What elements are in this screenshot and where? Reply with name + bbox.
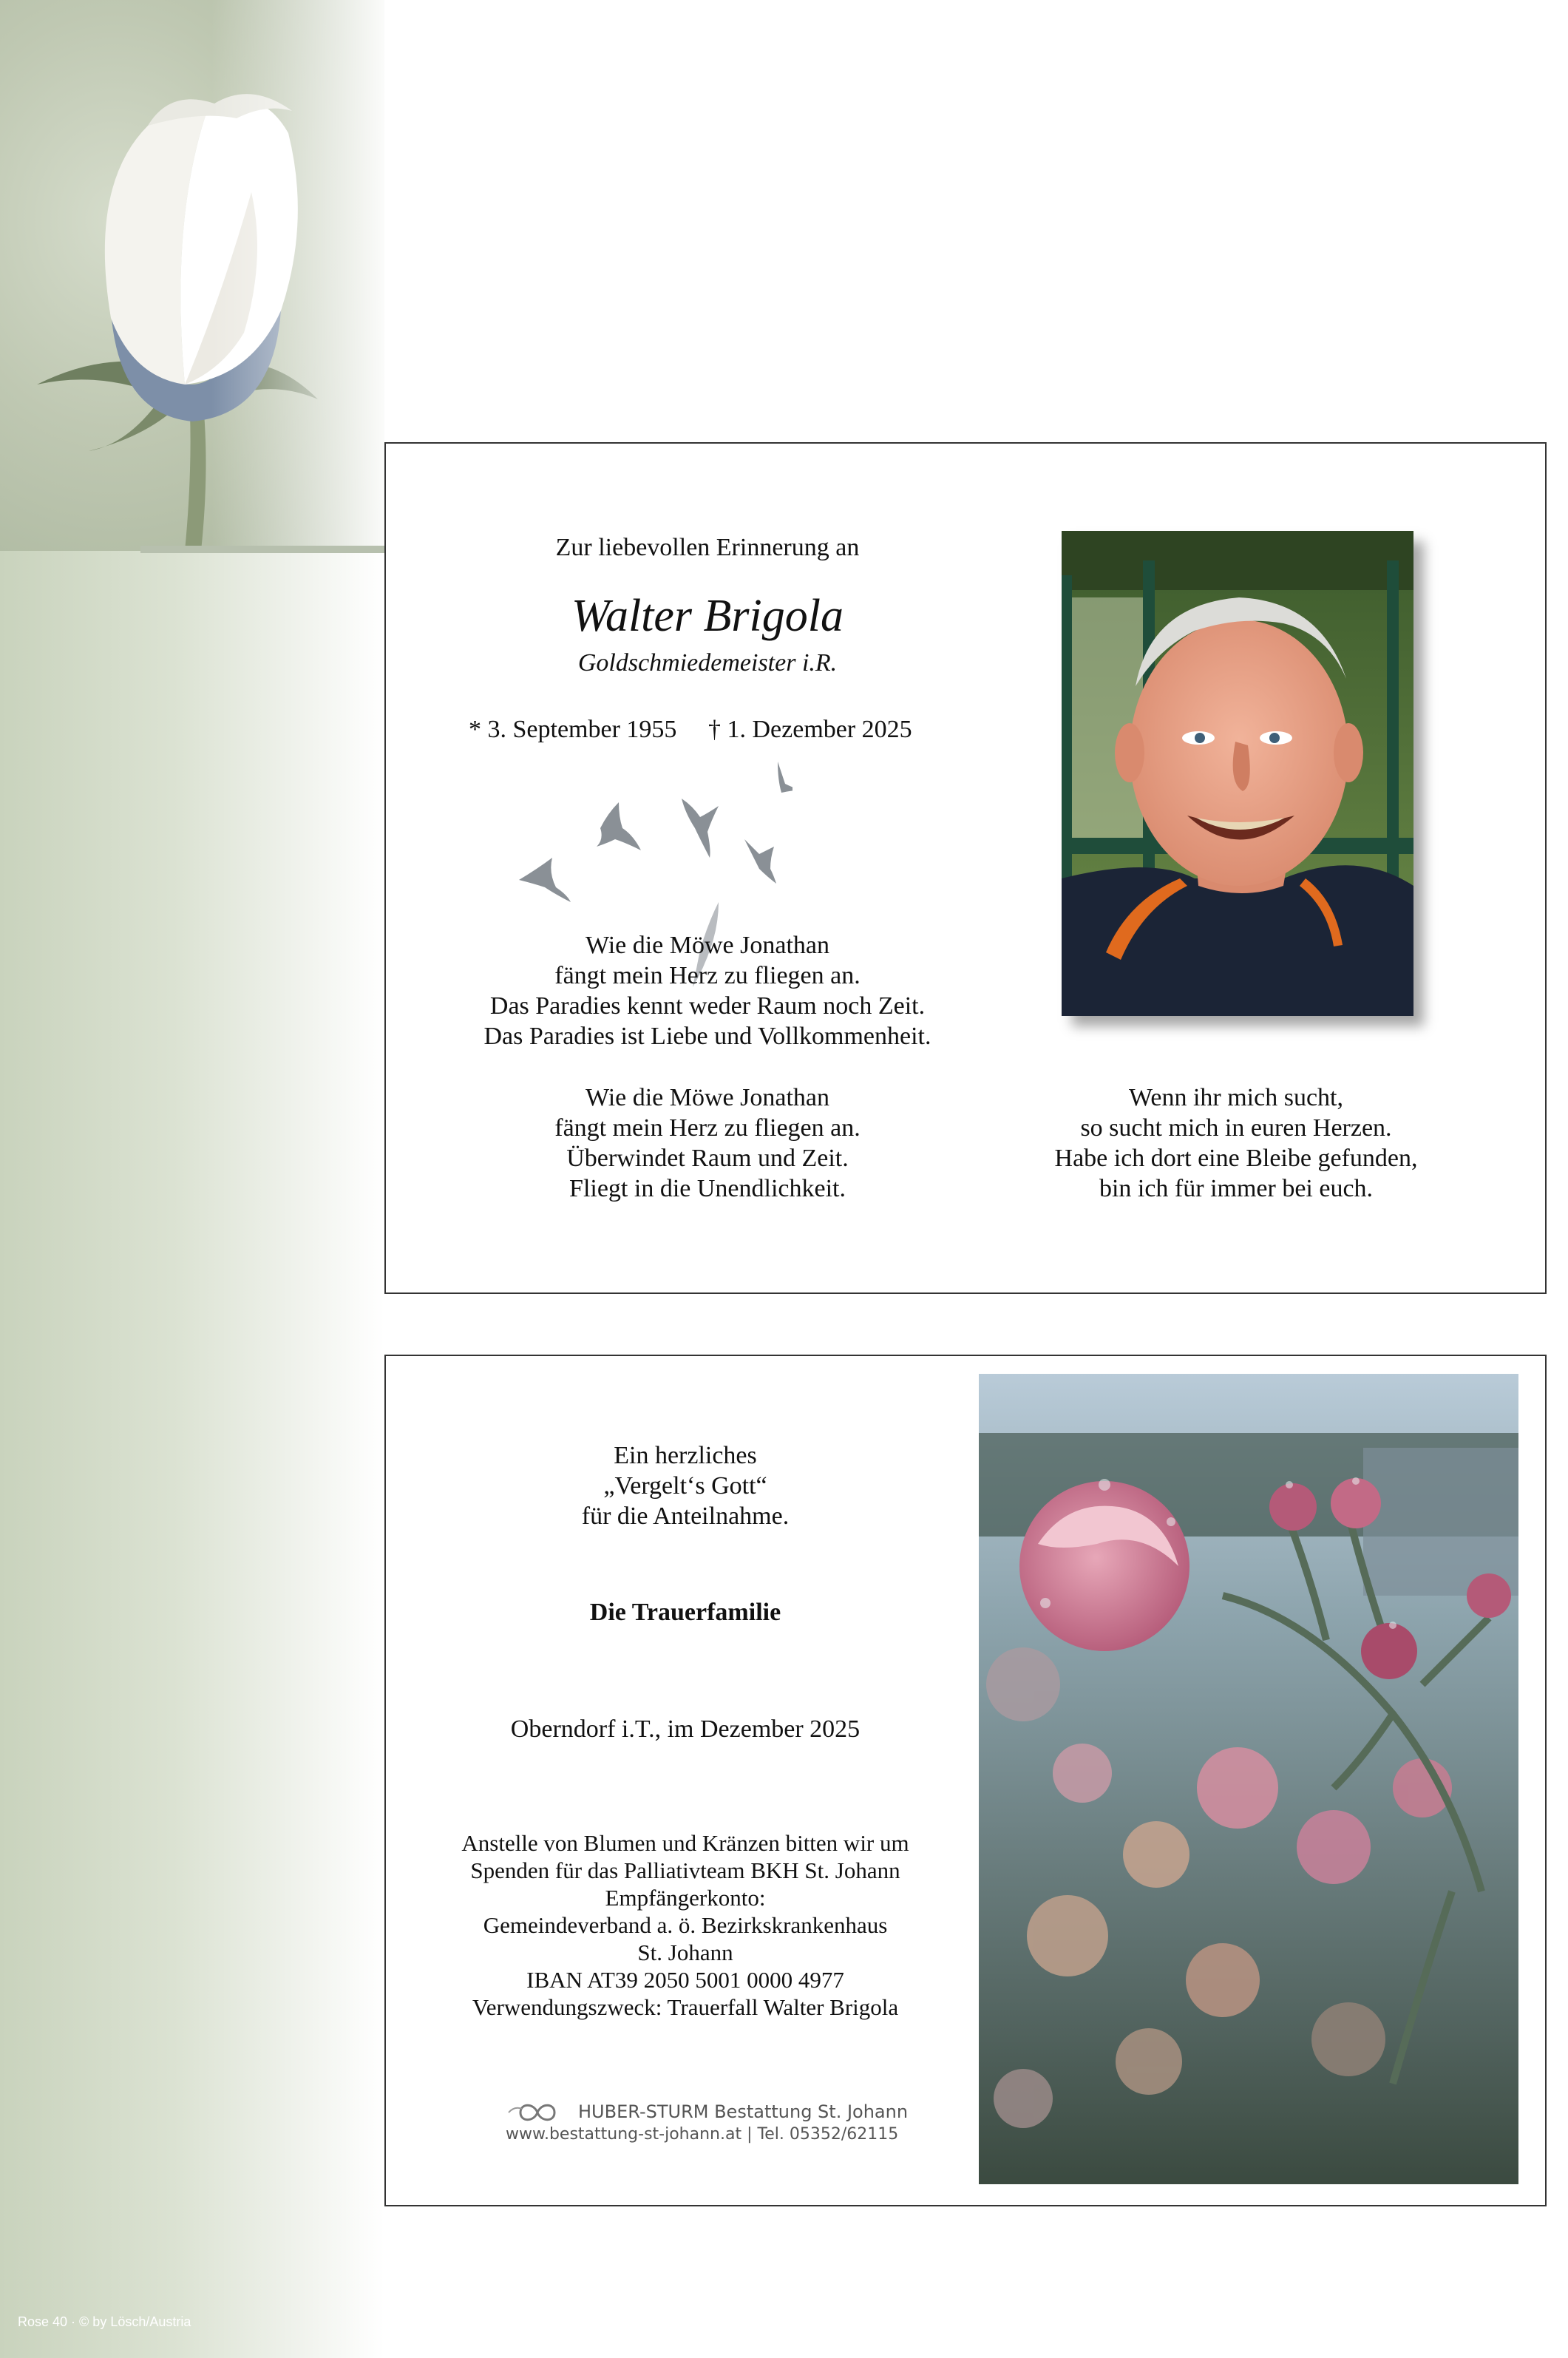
donation-info xyxy=(415,1829,955,2021)
poem-3 xyxy=(1022,1083,1450,1204)
donation-line: Spenden für das Palliativteam BKH St. Johann xyxy=(470,1857,900,1883)
decorative-sidebar xyxy=(0,0,384,2358)
portrait-photo xyxy=(1062,531,1413,1016)
poem-1-line: Das Paradies ist Liebe und Vollkommenheit. xyxy=(483,1023,931,1050)
frosted-roses-photo xyxy=(979,1374,1518,2184)
thanks-card xyxy=(384,1355,1547,2206)
poem-1-line: Das Paradies kennt weder Raum noch Zeit. xyxy=(489,992,926,1020)
donation-line: Empfängerkonto: xyxy=(605,1885,766,1911)
funeral-home-name: Bestattung St. Johann xyxy=(714,2101,909,2122)
poem-1-line: fängt mein Herz zu fliegen an. xyxy=(554,962,861,989)
funeral-home-brand: HUBER-STURM xyxy=(578,2101,709,2122)
funeral-home-web: www.bestattung-st-johann.at xyxy=(506,2125,742,2144)
thanks-message xyxy=(445,1440,926,1531)
donation-line: St. Johann xyxy=(637,1939,733,1965)
funeral-home-contact xyxy=(506,2125,898,2144)
image-credit: Rose 40 · © by Lösch/Austria xyxy=(18,2314,191,2329)
place-date: Oberndorf i.T., im Dezember 2025 xyxy=(510,1715,861,1743)
thanks-line: für die Anteilnahme. xyxy=(581,1502,790,1530)
deceased-profession: Goldschmiedemeister i.R. xyxy=(577,649,838,677)
birth-date: * 3. September 1955 xyxy=(469,716,677,743)
poem-2-line: Überwindet Raum und Zeit. xyxy=(566,1145,849,1172)
funeral-home-title xyxy=(578,2101,908,2122)
family-signature: Die Trauerfamilie xyxy=(589,1599,781,1626)
poem-2-line: Fliegt in die Unendlichkeit. xyxy=(569,1175,846,1202)
poem-2-line: fängt mein Herz zu fliegen an. xyxy=(554,1114,861,1142)
death-date: † 1. Dezember 2025 xyxy=(708,716,912,743)
infinity-logo-icon xyxy=(506,2100,569,2125)
donation-line: Anstelle von Blumen und Kränzen bitten wir um xyxy=(461,1830,909,1856)
poem-3-line: bin ich für immer bei euch. xyxy=(1099,1175,1374,1202)
funeral-home-phone: Tel. 05352/62115 xyxy=(757,2125,899,2144)
donation-line: Gemeindeverband a. ö. Bezirkskrankenhaus xyxy=(483,1912,888,1938)
poem-1 xyxy=(430,930,985,1051)
thanks-line: „Vergelt‘s Gott“ xyxy=(603,1472,767,1500)
poem-3-line: Habe ich dort eine Bleibe gefunden, xyxy=(1054,1145,1418,1172)
thanks-line: Ein herzliches xyxy=(614,1442,757,1469)
poem-1-line: Wie die Möwe Jonathan xyxy=(585,932,830,959)
poem-3-line: Wenn ihr mich sucht, xyxy=(1129,1084,1343,1111)
donation-line: Verwendungszweck: Trauerfall Walter Brigola xyxy=(472,1994,899,2020)
poem-2 xyxy=(430,1083,985,1204)
poem-3-line: so sucht mich in euren Herzen. xyxy=(1080,1114,1392,1142)
donation-line: IBAN AT39 2050 5001 0000 4977 xyxy=(526,1967,844,1993)
rose-icon xyxy=(0,0,384,551)
rose-illustration xyxy=(0,0,384,551)
memorial-card xyxy=(384,442,1547,1294)
deceased-name: Walter Brigola xyxy=(571,591,844,641)
rose-shelf xyxy=(140,546,384,553)
poem-2-line: Wie die Möwe Jonathan xyxy=(585,1084,830,1111)
memorial-intro: Zur liebevollen Erinnerung an xyxy=(555,534,860,561)
contact-separator: | xyxy=(747,2125,753,2144)
